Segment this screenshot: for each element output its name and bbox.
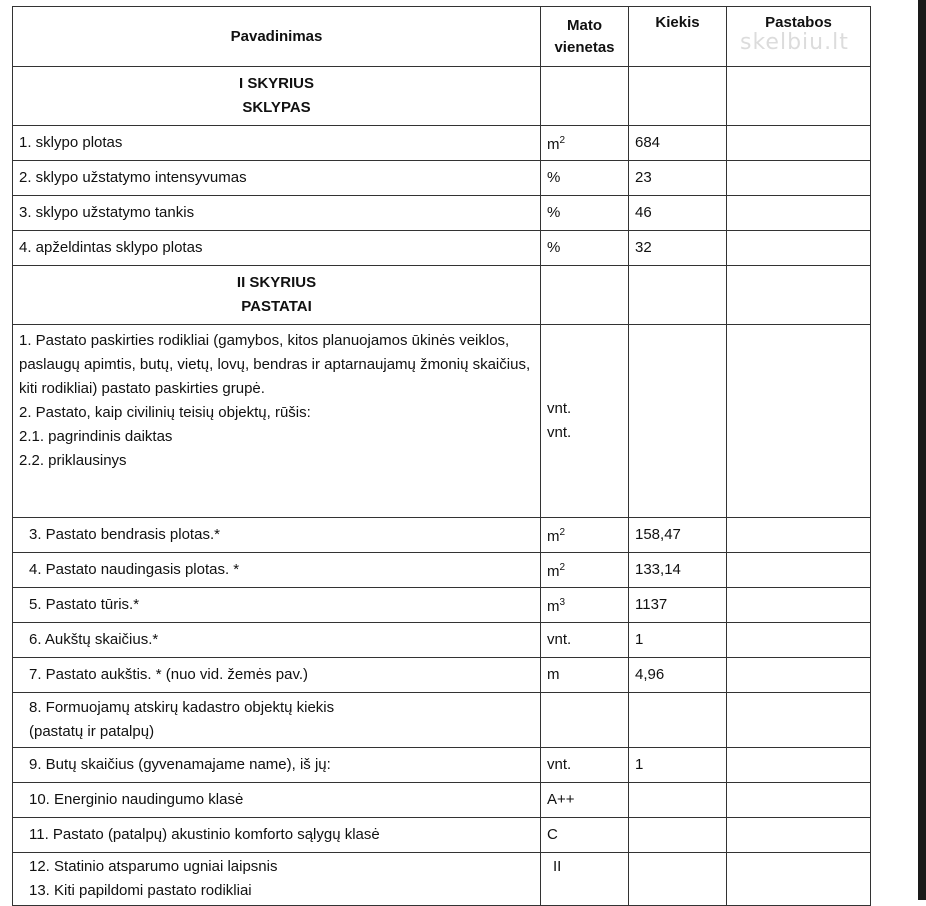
header-name: Pavadinimas (13, 7, 541, 67)
row-name: 2. sklypo užstatymo intensyvumas (13, 161, 541, 196)
row-qty (629, 783, 727, 818)
row-notes (727, 748, 871, 783)
row-qty: 684 (629, 126, 727, 161)
row-unit (541, 196, 629, 231)
unit-text: m (547, 666, 560, 683)
row-qty: 1137 (629, 588, 727, 623)
row-unit (541, 126, 629, 161)
empty-cell (727, 325, 871, 518)
row-purpose-text: 1. Pastato paskirties rodikliai (gamybos, kitos planuojamos ūkinės veiklos, paslaugų apimtis, butų, vietų, lovų, bendras ir aptarnaujamų žmonių skaičius, kiti rodikliai) pastato paskirties grupė. 2. Pastato, kaip civilinių teisių objektų, rūšis: 2.1. pagrindinis daiktas 2.2. priklausinys (13, 325, 541, 518)
row-unit (541, 161, 629, 196)
unit-text: m (547, 136, 560, 153)
row-qty: 4,96 (629, 658, 727, 693)
row-name: 10. Energinio naudingumo klasė (13, 783, 541, 818)
watermark-logo: skelbiu.lt (740, 30, 849, 55)
table-row (13, 325, 871, 518)
table-row (13, 588, 871, 623)
row-purpose-units (541, 325, 629, 518)
unit-text: % (547, 239, 561, 256)
row-name: 3. Pastato bendrasis plotas.* (13, 518, 541, 553)
row-name: 5. Pastato tūris.* (13, 588, 541, 623)
row-qty: 23 (629, 161, 727, 196)
row-qty: 46 (629, 196, 727, 231)
section-1-title (13, 67, 541, 126)
header-qty: Kiekis (629, 7, 727, 67)
table-row (13, 518, 871, 553)
empty-cell (541, 693, 629, 748)
section-2-line1: II SKYRIUS (236, 274, 317, 291)
empty-cell (727, 693, 871, 748)
empty-cell (727, 853, 871, 906)
unit-exponent: 2 (559, 135, 566, 146)
unit-appurtenance: vnt. (547, 424, 572, 441)
row-unit (541, 623, 629, 658)
empty-cell (629, 853, 727, 906)
table-row (13, 623, 871, 658)
row-name: 11. Pastato (patalpų) akustinio komforto sąlygų klasė (13, 818, 541, 853)
section-1-line2: SKLYPAS (242, 99, 311, 116)
table-row (13, 196, 871, 231)
empty-cell (629, 693, 727, 748)
row-name: 4. Pastato naudingasis plotas. * (13, 553, 541, 588)
empty-cell (629, 266, 727, 325)
table-header (13, 7, 871, 67)
row-notes (727, 818, 871, 853)
header-unit: Mato vienetas (541, 7, 629, 67)
page-edge (918, 0, 926, 900)
row-qty: 1 (629, 748, 727, 783)
row-name: 7. Pastato aukštis. * (nuo vid. žemės pav.) (13, 658, 541, 693)
table-row (13, 126, 871, 161)
row-name: 1. sklypo plotas (13, 126, 541, 161)
table-row (13, 231, 871, 266)
row-notes (727, 623, 871, 658)
row-notes (727, 126, 871, 161)
row-qty (629, 818, 727, 853)
table-row (13, 161, 871, 196)
unit-main-item: vnt. (547, 400, 572, 417)
row-qty: 158,47 (629, 518, 727, 553)
row-notes (727, 161, 871, 196)
row-qty: 1 (629, 623, 727, 658)
unit-exponent: 3 (559, 597, 566, 608)
unit-text: m (547, 563, 560, 580)
table-row (13, 693, 871, 748)
row-notes (727, 658, 871, 693)
section-2-title (13, 266, 541, 325)
row-unit (541, 231, 629, 266)
row-notes (727, 553, 871, 588)
row-unit (541, 553, 629, 588)
row-unit (541, 783, 629, 818)
row-qty: 32 (629, 231, 727, 266)
row-qty: 133,14 (629, 553, 727, 588)
table-row (13, 748, 871, 783)
empty-cell (629, 67, 727, 126)
table-row (13, 553, 871, 588)
row-fire-resistance: 12. Statinio atsparumo ugniai laipsnis 13. Kiti papildomi pastato rodikliai (13, 853, 541, 906)
row-name: 6. Aukštų skaičius.* (13, 623, 541, 658)
section-2-line2: PASTATAI (241, 298, 312, 315)
row-name: 9. Butų skaičius (gyvenamajame name), iš jų: (13, 748, 541, 783)
row-notes (727, 196, 871, 231)
table-row (13, 853, 871, 906)
table-row (13, 818, 871, 853)
row-unit (541, 588, 629, 623)
row-notes (727, 588, 871, 623)
empty-cell (629, 325, 727, 518)
empty-cell (727, 266, 871, 325)
row-unit (541, 748, 629, 783)
unit-text: m (547, 598, 560, 615)
empty-cell (541, 67, 629, 126)
row-notes (727, 783, 871, 818)
unit-text: % (547, 169, 561, 186)
row-name: 3. sklypo užstatymo tankis (13, 196, 541, 231)
unit-text: C (547, 826, 558, 843)
unit-text: % (547, 204, 561, 221)
empty-cell (541, 266, 629, 325)
row-fire-unit: II (541, 853, 629, 906)
section-1-line1: I SKYRIUS (238, 75, 314, 92)
section-1-heading (13, 67, 871, 126)
row-unit (541, 518, 629, 553)
row-name: 4. apželdintas sklypo plotas (13, 231, 541, 266)
row-unit (541, 818, 629, 853)
building-indicators-table (12, 6, 871, 906)
empty-cell (727, 67, 871, 126)
unit-text: vnt. (547, 631, 572, 648)
row-notes (727, 518, 871, 553)
table-row (13, 783, 871, 818)
unit-text: vnt. (547, 756, 572, 773)
section-2-heading (13, 266, 871, 325)
table-row (13, 658, 871, 693)
unit-exponent: 2 (559, 562, 566, 573)
row-notes (727, 231, 871, 266)
unit-text: A++ (547, 791, 575, 808)
row-cadastral-objects: 8. Formuojamų atskirų kadastro objektų kiekis (pastatų ir patalpų) (13, 693, 541, 748)
unit-exponent: 2 (559, 527, 566, 538)
row-unit (541, 658, 629, 693)
unit-text: m (547, 528, 560, 545)
header-notes: Pastabos (727, 7, 871, 67)
